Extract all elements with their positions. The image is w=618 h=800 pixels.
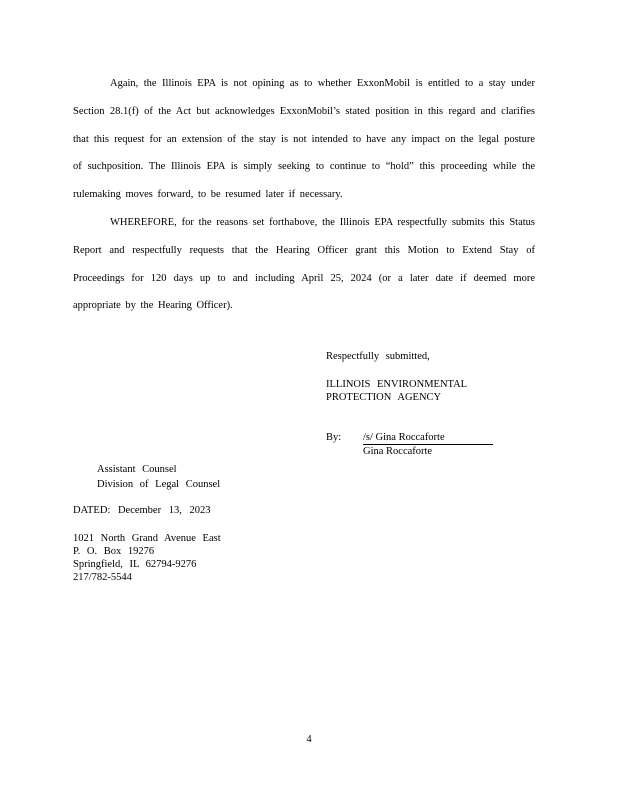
counsel-title: Assistant Counsel bbox=[97, 464, 177, 475]
agency-name-line-2: PROTECTION AGENCY bbox=[326, 392, 442, 403]
body-text bbox=[73, 70, 535, 320]
address-street: 1021 North Grand Avenue East bbox=[73, 533, 221, 544]
address-po-box: P. O. Box 19276 bbox=[73, 546, 155, 557]
paragraph-wherefore: WHEREFORE, for the reasons set forthabove, the Illinois EPA respectfully submits this Status Report and respectfully requests that the Hearing Officer grant this Motion to Extend Stay of Proceedings for 120 days up to and including April 25, 2024 (or a later date if deemed more appropriate by the Hearing Officer). bbox=[73, 216, 535, 312]
signer-name: Gina Roccaforte bbox=[363, 446, 433, 457]
by-label: By: bbox=[326, 432, 342, 443]
signature-block bbox=[326, 350, 526, 458]
agency-name-line-1: ILLINOIS ENVIRONMENTAL bbox=[326, 379, 468, 390]
dated-line: DATED: December 13, 2023 bbox=[73, 505, 211, 516]
closing-text: Respectfully submitted, bbox=[326, 351, 430, 362]
signature-row bbox=[326, 431, 526, 458]
address-block bbox=[73, 532, 221, 584]
page-number: 4 bbox=[306, 734, 312, 745]
signature-line: /s/ Gina Roccaforte bbox=[363, 431, 493, 445]
counsel-division: Division of Legal Counsel bbox=[97, 479, 221, 490]
address-city: Springfield, IL 62794-9276 bbox=[73, 559, 197, 570]
address-phone: 217/782-5544 bbox=[73, 572, 132, 583]
paragraph-hold-stay: Again, the Illinois EPA is not opining as to whether ExxonMobil is entitled to a stay under Section 28.1(f) of the Act but acknowledges ExxonMobil’s stated position in this regard and clarifies that this request for an extension of the stay is not intended to have any impact on the legal posture of suchposition. The Illinois EPA is simply seeking to continue to “hold” this proceeding while the rulemaking moves forward, to be resumed later if necessary. bbox=[73, 78, 535, 201]
counsel-block bbox=[97, 462, 220, 492]
